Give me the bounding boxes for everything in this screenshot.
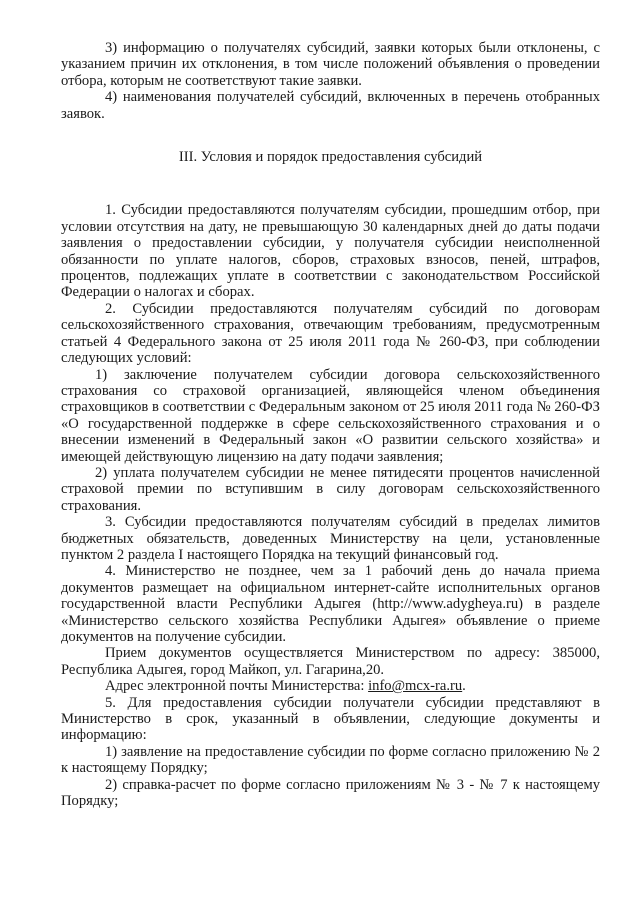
paragraph-item-3: 3) информацию о получателях субсидий, заявки которых были отклонены, с указанием причин их отклонения, в том числе положений объявления о проведении отбора, которым не соответствуют такие заявки. xyxy=(61,40,600,89)
paragraph-condition-1: 1) заключение получателем субсидии договора сельскохозяйственного страхования со страховой организацией, являющейся членом объединения страховщиков в соответствии с Федеральным законом от 25 июля 2011 года № 260-ФЗ «О государственной поддержке в сфере сельскохозяйственного страхования и о внесении изменений в Федеральный закон «О развитии сельского хозяйства» и имеющей действующую лицензию на дату подачи заявления; xyxy=(61,366,600,465)
email-suffix: . xyxy=(462,678,466,695)
paragraph-clause-4: 4. Министерство не позднее, чем за 1 рабочий день до начала приема документов размещает на официальном интернет-сайте исполнительных органов государственной власти Республики Адыгея (http://www.adygheya.ru) в разделе «Министерство сельского хозяйства Республики Адыгея» объявление о приеме документов на получение субсидии. xyxy=(61,563,600,645)
paragraph-clause-5: 5. Для предоставления субсидии получатели субсидии представляют в Министерство в срок, указанный в объявлении, следующие документы и информацию: xyxy=(61,694,600,744)
paragraph-email xyxy=(61,678,600,694)
email-link[interactable]: info@mcx-ra.ru xyxy=(368,678,463,695)
paragraph-clause-3: 3. Субсидии предоставляются получателям субсидий в пределах лимитов бюджетных обязательств, доведенных Министерству на цели, установленные пунктом 2 раздела I настоящего Порядка на текущий финансовый год. xyxy=(61,514,600,563)
section-heading: III. Условия и порядок предоставления субсидий xyxy=(178,149,483,166)
paragraph-clause-1: 1. Субсидии предоставляются получателям субсидии, прошедшим отбор, при условии отсутствия на дату, не превышающую 30 календарных дней до даты подачи заявления о предоставлении субсидии, у получателя субсидии неисполненной обязанности по уплате налогов, сборов, страховых взносов, пеней, штрафов, процентов, подлежащих уплате в соответствии с законодательством Российской Федерации о налогах и сборах. xyxy=(61,202,600,301)
paragraph-item-4: 4) наименования получателей субсидий, включенных в перечень отобранных заявок. xyxy=(61,89,600,122)
email-label: Адрес электронной почты Министерства: xyxy=(105,678,369,695)
paragraph-clause-2: 2. Субсидии предоставляются получателям субсидий по договорам сельскохозяйственного страхования, отвечающим требованиям, предусмотренным статьей 4 Федерального закона от 25 июля 2011 года № 260-ФЗ, при соблюдении следующих условий: xyxy=(61,300,600,367)
paragraph-document-1: 1) заявление на предоставление субсидии по форме согласно приложению № 2 к настоящему Порядку; xyxy=(61,743,600,777)
paragraph-condition-2: 2) уплата получателем субсидии не менее пятидесяти процентов начисленной страховой премии по вступившим в силу договорам сельскохозяйственного страхования. xyxy=(61,464,600,514)
paragraph-document-2: 2) справка-расчет по форме согласно приложениям № 3 - № 7 к настоящему Порядку; xyxy=(61,776,600,810)
paragraph-address: Прием документов осуществляется Министерством по адресу: 385000, Республика Адыгея, город Майкоп, ул. Гагарина,20. xyxy=(61,645,600,678)
spacer xyxy=(61,193,600,202)
